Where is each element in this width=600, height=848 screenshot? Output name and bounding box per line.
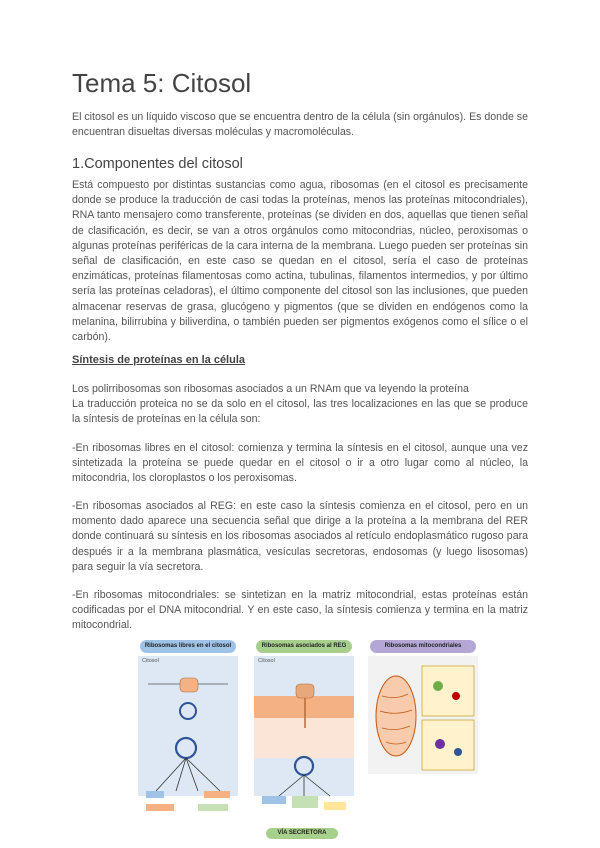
- ribosome-figure: [138, 638, 478, 843]
- cytosol-label: Citosol: [258, 658, 275, 664]
- panel-reg-ribosomes: [254, 638, 354, 818]
- mitochondrion-diagram: [368, 656, 478, 776]
- panel-free-ribosomes-header: Ribosomas libres en el citosol: [140, 640, 236, 653]
- intro-paragraph: El citosol es un líquido viscoso que se encuentra dentro de la célula (sin orgánulos). Es donde se encuentran disueltas diversas moléculas y macromoléculas.: [72, 111, 528, 139]
- cytosol-label: Citosol: [142, 658, 159, 664]
- ribosomas-reg-paragraph: -En ribosomas asociados al REG: en este caso la síntesis comienza en el citosol, pero en un momento dado aparece una secuencia señal que dirige a la proteína a la membrana del RER donde continuará su síntesis en los ribosomas asociados al retículo endoplasmático rugoso para después ir a la membrana plasmática, vesículas secretoras, endosomas (y luego lisosomas) para seguir la vía secretora.: [72, 500, 528, 573]
- polirribosomas-paragraph: Los polirribosomas son ribosomas asociados a un RNAm que va leyendo la proteína: [72, 383, 469, 395]
- secretory-pathway-label: VÍA SECRETORA: [266, 828, 338, 839]
- reg-ribosome-diagram: [254, 656, 354, 818]
- traduccion-paragraph: La traducción proteica no se da solo en el citosol, las tres localizaciones en las que se produce la síntesis de proteínas en la célula son:: [72, 398, 528, 426]
- panel-mitochondrial-ribosomes-header: Ribosomas mitocondriales: [370, 640, 476, 653]
- section-heading-sintesis: Síntesis de proteínas en la célula: [72, 354, 246, 366]
- section-heading-componentes: 1.Componentes del citosol: [72, 156, 243, 172]
- page-title: Tema 5: Citosol: [72, 68, 252, 98]
- componentes-paragraph: Está compuesto por distintas sustancias como agua, ribosomas (en el citosol es precisamente donde se produce la traducción de casi todas la proteínas, menos las proteínas mitocondriales), RNA tanto mensajero como transferente, proteínas (se dividen en dos, aquellas que tienen señal de clasificación, es decir, se van a otros orgánulos como mitocondrias, núcleo, peroxisomas o algunas proteínas periféricas de la cara interna de la membrana. Luego pueden ser proteínas sin señal de clasificación, en este caso se quedan en el citosol, sería el caso de proteínas enzimáticas, proteínas filamentosas como actina, tubulinas, filamentos intermedios, y por último sería las proteínas celadoras), el último componente del citosol son las inclusiones, que pueden almacenar reservas de grasa, glucógeno y pigmentos (que se dividen en endógenos como la melanina, bilirrubina y biliverdina, o también pueden ser pigmentos exógenos como el sílice o el carbón).: [72, 179, 528, 344]
- free-ribosome-diagram: [138, 656, 238, 816]
- ribosomas-mitocondriales-paragraph: -En ribosomas mitocondriales: se sintetizan en la matriz mitocondrial, estas proteínas están codificadas por el DNA mitocondrial. Y en este caso, la síntesis comienza y termina en la matriz mitocondrial.: [72, 589, 528, 632]
- panel-free-ribosomes: [138, 638, 238, 818]
- panel-mitochondrial-ribosomes: [368, 638, 478, 818]
- panel-reg-ribosomes-header: Ribosomas asociados al REG: [256, 640, 352, 653]
- ribosomas-libres-paragraph: -En ribosomas libres en el citosol: comienza y termina la síntesis en el citosol, aunque una vez sintetizada la proteína se puede quedar en el citosol o ir a otro lugar como al núcleo, la mitocondria, los cloroplastos o los peroxisomas.: [72, 442, 528, 485]
